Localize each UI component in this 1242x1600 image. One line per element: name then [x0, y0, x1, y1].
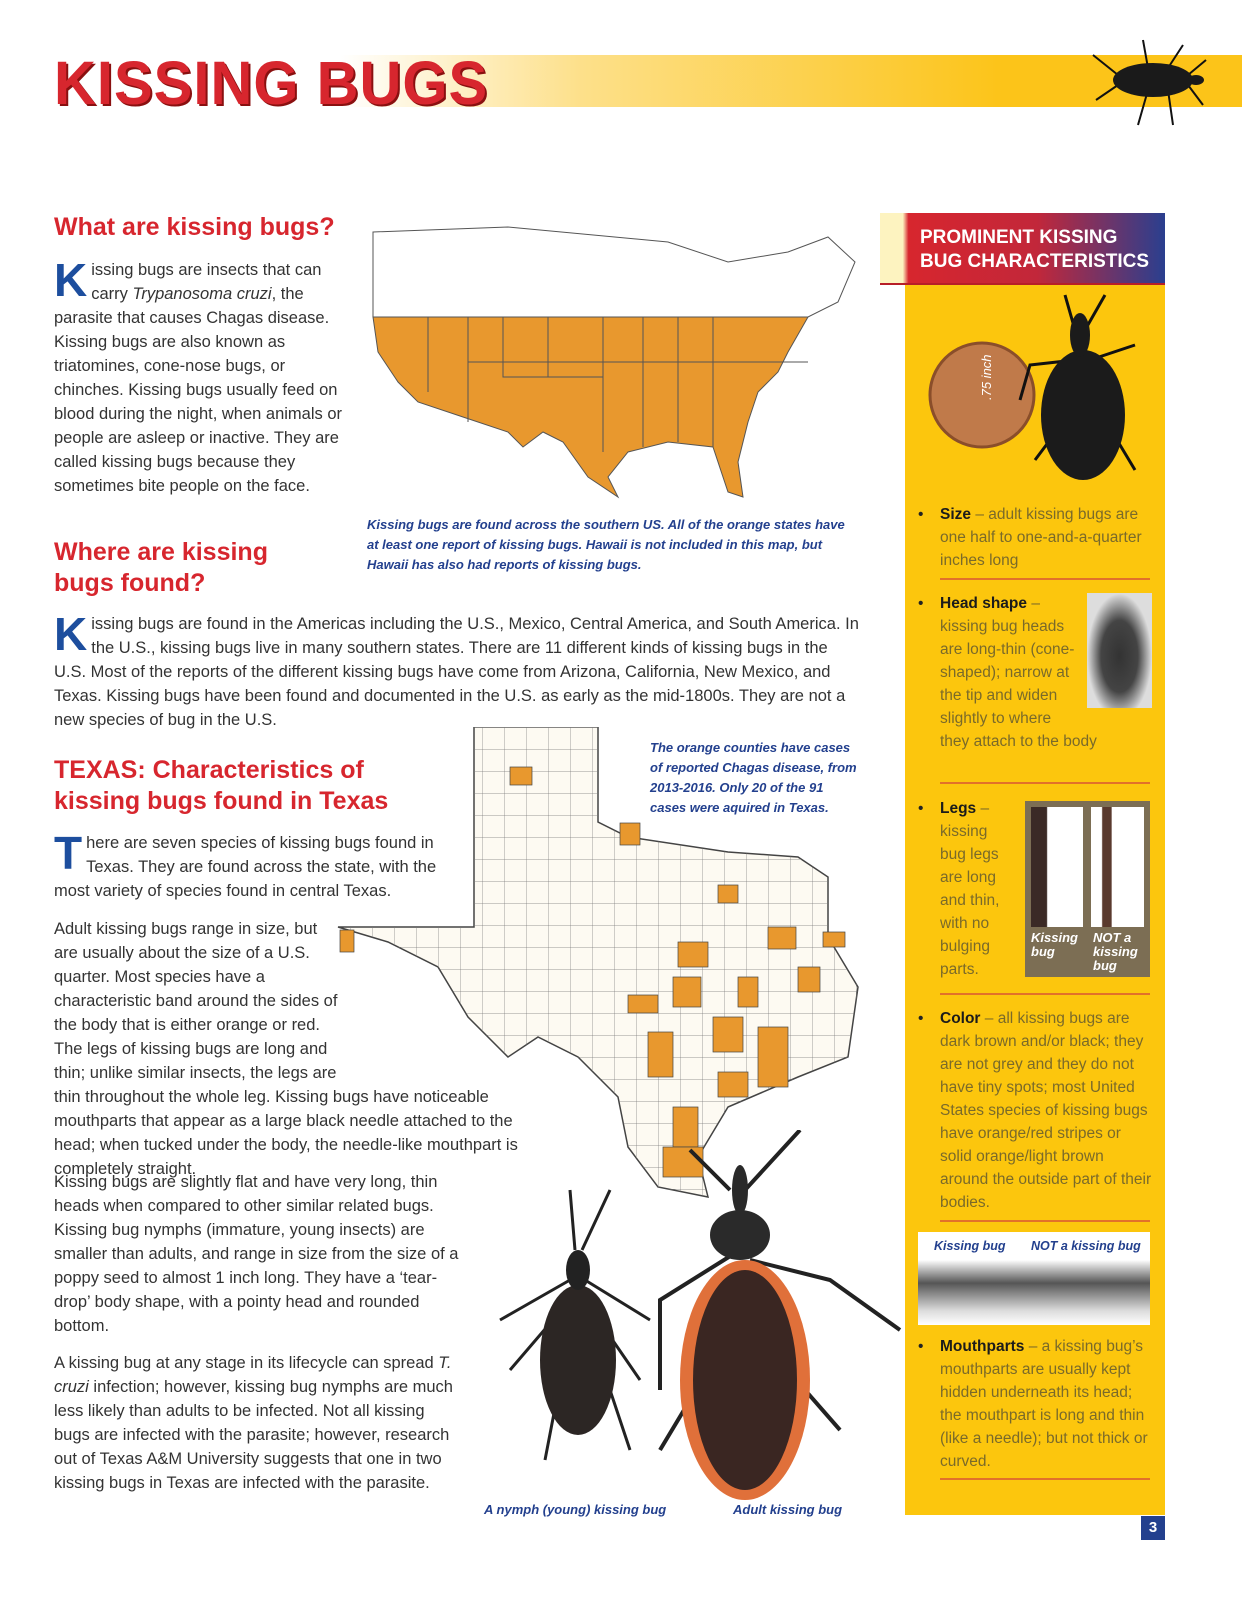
item-label: Head shape: [940, 595, 1028, 612]
text: issing bugs are found in the Americas including the U.S., Mexico, Central America, and South America. In the U.S., kissing bugs live in many southern states. There are 11 different kinds of kissing bugs in the U.S. Most of the reports of the different kissing bugs have come from Arizona, California, New Mexico, and Texas. Kissing bugs have been found and documented in the U.S. as early as the mid-1800s. They are not a new species of bug in the U.S.: [54, 615, 859, 729]
item-label: Mouthparts: [940, 1338, 1025, 1355]
penny-comparison-photo: [925, 290, 1155, 490]
text: Trypanosoma cruzi: [132, 285, 272, 303]
bug-photos: [490, 1130, 910, 1500]
tx-map-caption: The orange counties have cases of reported Chagas disease, from 2013-2016. Only 20 of the 91 cases were aquired in Texas.: [650, 740, 857, 815]
sidebar-header: [880, 213, 1165, 285]
kissing-bug-label: Kissing bug: [934, 1239, 1006, 1253]
drop-cap: K: [54, 608, 88, 660]
divider: [940, 993, 1150, 995]
adult-caption: Adult kissing bug: [733, 1502, 843, 1517]
texas-paragraph-4: [54, 1351, 464, 1495]
page-number: 3: [1141, 1516, 1165, 1540]
text: A kissing bug at any stage in its lifecycle can spread: [54, 1354, 439, 1372]
mouthparts-comparison-photo: [918, 1232, 1150, 1325]
text: here are seven species of kissing bugs found in Texas. They are found across the state, with the most variety of species found in central Texas.: [54, 834, 437, 900]
divider: [940, 782, 1150, 784]
text: issing bugs are insects that can carry: [91, 261, 322, 303]
not-kissing-bug-label: NOT a kissing bug: [1093, 930, 1138, 973]
item-label: Color: [940, 1010, 981, 1027]
bug-icon: [1088, 30, 1208, 130]
section-heading: What are kissing bugs?: [54, 213, 335, 241]
us-map-caption: Kissing bugs are found across the southern US. All of the orange states have at least one report of kissing bugs. Hawaii is not included in this map, but Hawaii has also had reports of kissing bugs.: [367, 517, 845, 572]
item-text: – adult kissing bugs are one half to one-and-a-quarter inches long: [940, 506, 1142, 569]
map-wrap-spacer: [339, 917, 554, 1085]
intro-paragraph: [54, 254, 346, 498]
penny-measure-label: .75 inch: [979, 354, 994, 400]
sidebar-item-legs: • Legs – kissing bug legs are long and thin, with no bulging parts.: [918, 800, 1000, 978]
page-title: KISSING BUGS: [54, 49, 489, 118]
divider: [940, 578, 1150, 580]
sidebar-item-mouthparts: • Mouthparts – a kissing bug’s mouthparts are usually kept hidden underneath its head; the mouthpart is long and thin (like a needle); but not thick or curved.: [918, 1338, 1148, 1470]
text: , the parasite that causes Chagas disease. Kissing bugs are also known as triatomines, cone-nose bugs, or chinches. Kissing bugs usually feed on blood during the night, when animals or people are asleep or inactive. They are called kissing bugs because they sometimes bite people on the face.: [54, 285, 343, 495]
divider: [940, 1478, 1150, 1480]
texas-paragraph-1: [54, 827, 454, 903]
texas-paragraph-2: [54, 917, 554, 1181]
section-heading: Where are kissing bugs found?: [54, 538, 268, 597]
legs-comparison-photo: [1025, 801, 1150, 977]
item-text: – a kissing bug’s mouthparts are usually kept hidden underneath its head; the mouthpart is long and thin (like a needle); but not thick or curved.: [940, 1338, 1148, 1470]
item-text: – kissing bug heads are long-thin (cone-shaped); narrow at the tip and widen slightly to where they attach to the body: [940, 595, 1097, 750]
item-text: – kissing bug legs are long and thin, with no bulging parts.: [940, 800, 1000, 978]
where-paragraph: [54, 608, 864, 732]
sidebar-item-head-shape: • Head shape – kissing bug heads are long-thin (cone-shaped); narrow at the tip and widen slightly to where they attach to the body: [920, 592, 1152, 753]
sidebar-title: PROMINENT KISSING BUG CHARACTERISTICS: [920, 227, 1150, 272]
us-map: [368, 222, 860, 502]
nymph-caption: A nymph (young) kissing bug: [484, 1502, 667, 1517]
section-heading: TEXAS: Characteristics of kissing bugs found in Texas: [54, 756, 389, 815]
text: Adult kissing bugs range in size, but are usually about the size of a U.S. quarter. Most species have a characteristic band around the sides of the body that is either orange or red. The legs of kissing bugs are long and thin; unlike similar insects, the legs are thin throughout the whole leg. Kissing bugs have noticeable mouthparts that appear as a large black needle attached to the head; when tucked under the body, the needle-like mouthpart is completely straight.: [54, 920, 518, 1178]
head-shape-photo: [1087, 593, 1152, 708]
item-label: Size: [940, 506, 972, 523]
not-kissing-bug-label: NOT a kissing bug: [1031, 1239, 1141, 1253]
drop-cap: K: [54, 254, 88, 306]
kissing-bug-label: Kissing bug: [1031, 930, 1078, 959]
item-text: – all kissing bugs are dark brown and/or black; they are not grey and they do not have tiny spots; most United States species of kissing bugs have orange/red stripes or solid orange/light brown around the outside part of their bodies.: [940, 1010, 1152, 1211]
sidebar-item-size: • Size – adult kissing bugs are one half to one-and-a-quarter inches long: [918, 506, 1142, 569]
item-label: Legs: [940, 800, 977, 817]
sidebar-item-color: • Color – all kissing bugs are dark brown and/or black; they are not grey and they do not have tiny spots; most United States species of kissing bugs have orange/red stripes or solid orange/light brown around the outside part of their bodies.: [918, 1010, 1152, 1211]
text: T. cruzi: [54, 1354, 452, 1396]
text: infection; however, kissing bug nymphs are much less likely than adults to be infected. Not all kissing bugs are infected with the parasite; however, research out of Texas A&M University suggests that one in two kissing bugs in Texas are infected with the parasite.: [54, 1378, 453, 1492]
drop-cap: T: [54, 827, 83, 879]
text: Kissing bugs are slightly flat and have very long, thin heads when compared to other similar related bugs. Kissing bug nymphs (immature, young insects) are smaller than adults, and range in size from the size of a poppy seed to almost 1 inch long. They have a ‘tear-drop’ body shape, with a pointy head and rounded bottom.: [54, 1173, 459, 1335]
texas-paragraph-3: [54, 1170, 464, 1338]
divider: [940, 1220, 1150, 1222]
